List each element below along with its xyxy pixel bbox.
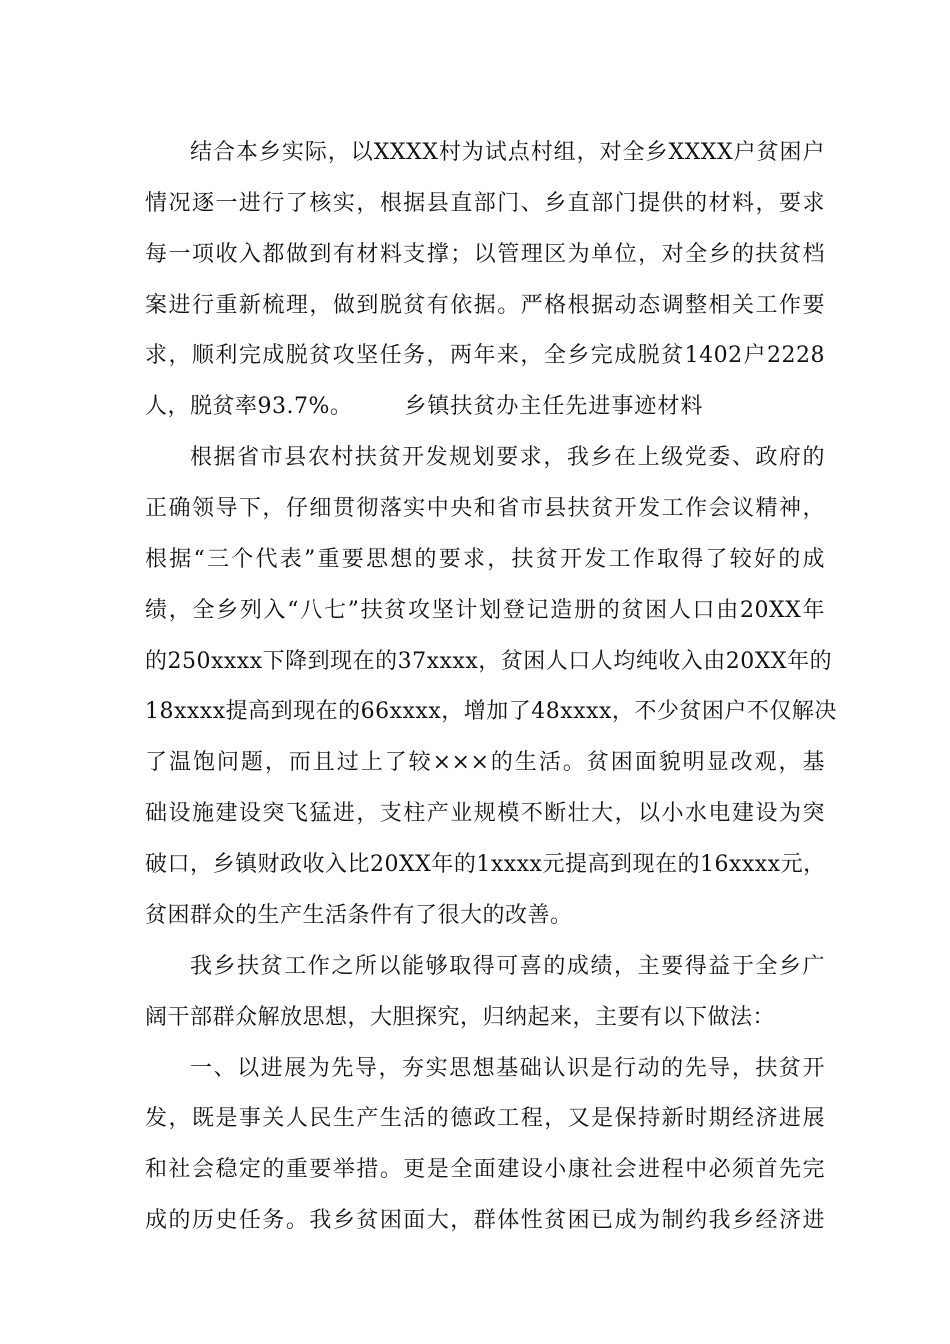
paragraph-line: 18xxxx提高到现在的66xxxx，增加了48xxxx，不少贫困户不仅解决 — [145, 699, 837, 724]
inline-document-title: 乡镇扶贫办主任先进事迹材料 — [404, 394, 704, 419]
paragraph-line: 案进行重新梳理，做到脱贫有依据。严格根据动态调整相关工作要 — [145, 293, 825, 318]
paragraph-line: 发，既是事关人民生产生活的德政工程，又是保持新时期经济进展 — [145, 1106, 825, 1131]
paragraph-line: 阔干部群众解放思想，大胆探究，归纳起来，主要有以下做法： — [145, 1005, 776, 1030]
paragraph-line: 结合本乡实际，以XXXX村为试点村组，对全乡XXXX户贫困户 — [190, 140, 825, 165]
paragraph-line: 根据“三个代表”重要思想的要求，扶贫开发工作取得了较好的成 — [145, 547, 825, 572]
paragraph-line: 一、以进展为先导，夯实思想基础认识是行动的先导，扶贫开 — [190, 1056, 825, 1081]
paragraph-line: 正确领导下，仔细贯彻落实中央和省市县扶贫开发工作会议精神， — [145, 496, 825, 521]
paragraph-line: 求，顺利完成脱贫攻坚任务，两年来，全乡完成脱贫1402户2228 — [145, 343, 825, 368]
paragraph-line: 和社会稳定的重要举措。更是全面建设小康社会进程中必须首先完 — [145, 1157, 825, 1182]
paragraph-line-with-title — [145, 387, 825, 427]
paragraph-line: 础设施建设突飞猛进，支柱产业规模不断壮大，以小水电建设为突 — [145, 801, 825, 826]
paragraph-line: 绩，全乡列入“八七”扶贫攻坚计划登记造册的贫困人口由20XX年 — [145, 598, 825, 623]
paragraph-line: 成的历史任务。我乡贫困面大，群体性贫困已成为制约我乡经济进 — [145, 1208, 825, 1233]
paragraph-line: 破口，乡镇财政收入比20XX年的1xxxx元提高到现在的16xxxx元， — [145, 852, 826, 877]
paragraph-line: 情况逐一进行了核实，根据县直部门、乡直部门提供的材料，要求 — [145, 191, 825, 216]
paragraph-line: 的250xxxx下降到现在的37xxxx，贫困人口人均纯收入由20XX年的 — [145, 649, 833, 674]
paragraph-line: 了温饱问题，而且过上了较×××的生活。贫困面貌明显改观，基 — [145, 750, 825, 775]
paragraph-line: 贫困群众的生产生活条件有了很大的改善。 — [145, 903, 573, 928]
paragraph-line: 我乡扶贫工作之所以能够取得可喜的成绩，主要得益于全乡广 — [190, 954, 825, 979]
paragraph-line: 每一项收入都做到有材料支撑；以管理区为单位，对全乡的扶贫档 — [145, 242, 825, 267]
paragraph-line-end: 人，脱贫率93.7%。 — [145, 394, 353, 419]
paragraph-line: 根据省市县农村扶贫开发规划要求，我乡在上级党委、政府的 — [190, 445, 825, 470]
